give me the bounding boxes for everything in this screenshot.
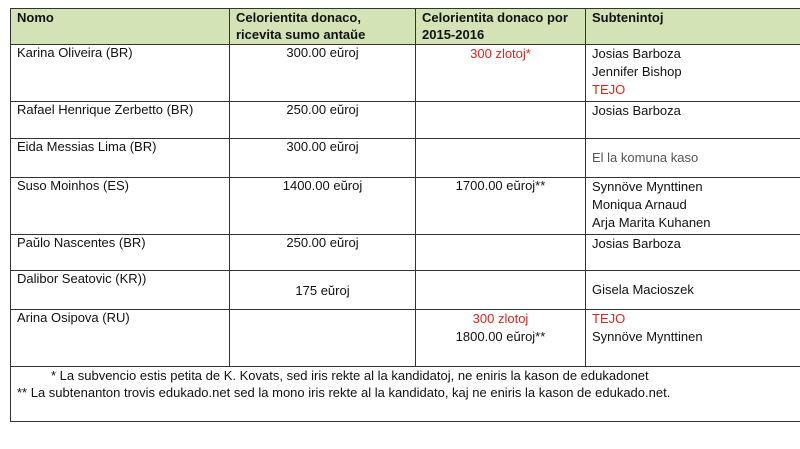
- table-row: [11, 139, 800, 178]
- header-sponsors: Subtenintoj: [586, 9, 800, 45]
- cell-sponsors: [586, 310, 800, 367]
- cell-sponsors: [586, 139, 800, 178]
- cell-expected: [416, 310, 586, 367]
- expected-value: 300 zlotoj: [472, 311, 529, 326]
- table-row: [11, 235, 800, 271]
- sponsor: Arja Marita Kuhanen: [592, 215, 711, 230]
- donation-table: [10, 8, 800, 422]
- cell-expected: [416, 271, 586, 310]
- cell-name: Dalibor Seatovic (KR)): [11, 271, 230, 310]
- cell-sponsors: [586, 178, 800, 235]
- table-row: [11, 45, 800, 102]
- sponsor: Moniqua Arnaud: [592, 197, 687, 212]
- table-row: [11, 310, 800, 367]
- cell-sponsors: [586, 271, 800, 310]
- cell-expected: [416, 139, 586, 178]
- cell-sponsors: [586, 45, 800, 102]
- cell-received: 250.00 eŭroj: [230, 102, 416, 139]
- cell-expected: [416, 102, 586, 139]
- sponsor: Josias Barboza: [592, 103, 681, 118]
- cell-sponsors: [586, 235, 800, 271]
- cell-expected: [416, 235, 586, 271]
- sponsor: Synnöve Mynttinen: [592, 329, 703, 344]
- cell-received: 250.00 eŭroj: [230, 235, 416, 271]
- footnote-1: * La subvencio estis petita de K. Kovats, sed iris rekte al la kandidatoj, ne eniris la kason de edukadonet: [51, 368, 649, 383]
- cell-name: Paŭlo Nascentes (BR): [11, 235, 230, 271]
- header-expected: Celorientita donaco por 2015-2016: [416, 9, 586, 45]
- sponsor: Jennifer Bishop: [592, 64, 682, 79]
- expected-value: 300 zlotoj*: [470, 46, 531, 61]
- cell-name: Rafael Henrique Zerbetto (BR): [11, 102, 230, 139]
- header-name: Nomo: [11, 9, 230, 45]
- cell-name: Eida Messias Lima (BR): [11, 139, 230, 178]
- cell-received: [230, 310, 416, 367]
- sponsor: TEJO: [592, 311, 626, 326]
- cell-received: 300.00 eŭroj: [230, 45, 416, 102]
- header-received: Celorientita donaco, ricevita sumo antaŭe: [230, 9, 416, 45]
- cell-received: 175 eŭroj: [230, 271, 416, 310]
- cell-name: Karina Oliveira (BR): [11, 45, 230, 102]
- cell-expected: [416, 45, 586, 102]
- cell-sponsors: [586, 102, 800, 139]
- sponsor: TEJO: [592, 82, 626, 97]
- footnote-2: ** La subtenanton trovis edukado.net sed la mono iris rekte al la kandidato, kaj ne eniris la kason de edukado.net.: [17, 385, 671, 400]
- table-row: [11, 178, 800, 235]
- cell-name: Arina Osipova (RU): [11, 310, 230, 367]
- footnotes: [11, 367, 800, 422]
- cell-expected: 1700.00 eŭroj**: [416, 178, 586, 235]
- expected-value: 1800.00 eŭroj**: [455, 329, 546, 344]
- sponsor: Josias Barboza: [592, 46, 681, 61]
- table-row: [11, 271, 800, 310]
- notes-row: [11, 367, 800, 422]
- cell-name: Suso Moinhos (ES): [11, 178, 230, 235]
- sponsor: Gisela Macioszek: [592, 282, 694, 297]
- sponsor: Josias Barboza: [592, 236, 681, 251]
- sponsor: El la komuna kaso: [592, 150, 699, 165]
- sponsor: Synnöve Mynttinen: [592, 179, 703, 194]
- cell-received: 300.00 eŭroj: [230, 139, 416, 178]
- header-row: [11, 9, 800, 45]
- cell-received: 1400.00 eŭroj: [230, 178, 416, 235]
- table-row: [11, 102, 800, 139]
